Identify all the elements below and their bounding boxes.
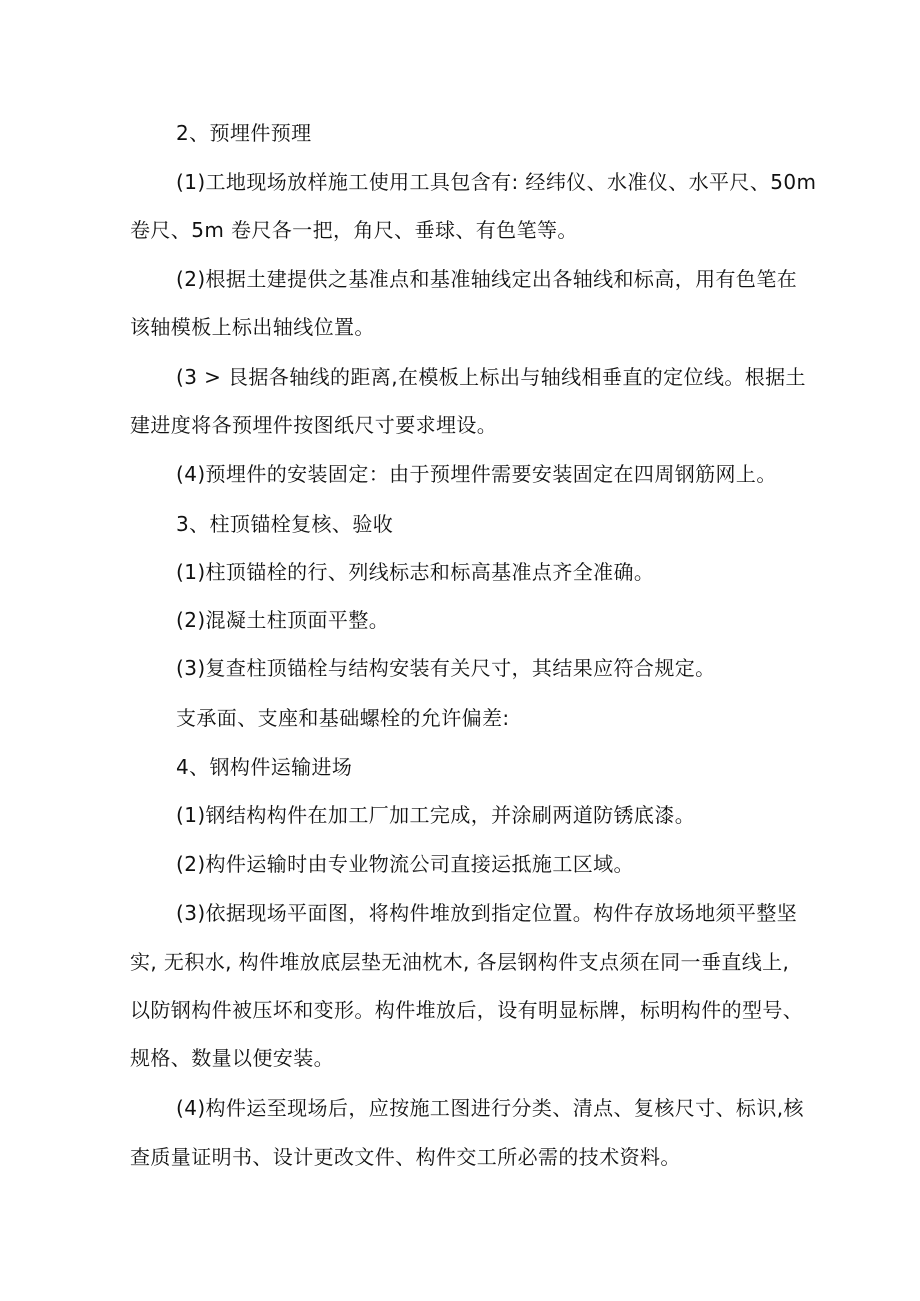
paragraph-line: (2)混凝土柱顶面平整。 [176,608,390,632]
paragraph-line: (3 > 艮据各轴线的距离,在模板上标出与轴线相垂直的定位线。根据土 [176,365,806,389]
paragraph-line: (1)柱顶锚栓的行、列线标志和标高基准点齐全准确。 [176,560,655,584]
section-heading: 2、预埋件预理 [176,121,312,145]
paragraph-line: 查质量证明书、设计更改文件、构件交工所必需的技术资料。 [130,1145,681,1169]
paragraph-line: 以防钢构件被压坏和变形。构件堆放后，设有明显标牌，标明构件的型号、 [130,998,804,1022]
paragraph-line: (1)工地现场放样施工使用工具包含有: 经纬仪、水准仪、水平尺、50m [176,170,817,194]
paragraph-line: (2)构件运输时由专业物流公司直接运抵施工区域。 [176,852,634,876]
paragraph-line: 建进度将各预埋件按图纸尺寸要求埋设。 [130,413,498,437]
paragraph-line: 该轴模板上标出轴线位置。 [130,315,375,339]
paragraph-line: (4)预埋件的安装固定：由于预埋件需要安装固定在四周钢筋网上。 [176,462,777,486]
paragraph-line: (3)依据现场平面图，将构件堆放到指定位置。构件存放场地须平整坚 [176,901,798,925]
note-line: 支承面、支座和基础螺栓的允许偏差: [176,706,510,730]
paragraph-line: (1)钢结构构件在加工厂加工完成，并涂刷两道防锈底漆。 [176,803,696,827]
section-heading: 4、钢构件运输进场 [176,755,353,779]
paragraph-line: (3)复查柱顶锚栓与结构安装有关尺寸，其结果应符合规定。 [176,656,716,680]
paragraph-line: 规格、数量以便安装。 [130,1046,334,1070]
paragraph-line: 实, 无积水, 构件堆放底层垫无油枕木, 各层钢构件支点须在同一垂直线上, [130,950,790,974]
paragraph-line: (2)根据土建提供之基准点和基准轴线定出各轴线和标高，用有色笔在 [176,267,798,291]
paragraph-line: (4)构件运至现场后，应按施工图进行分类、清点、复核尺寸、标识,核 [176,1096,804,1120]
section-heading: 3、柱顶锚栓复核、验收 [176,512,394,536]
paragraph-line: 卷尺、5m 卷尺各一把，角尺、垂球、有色笔等。 [130,218,578,242]
